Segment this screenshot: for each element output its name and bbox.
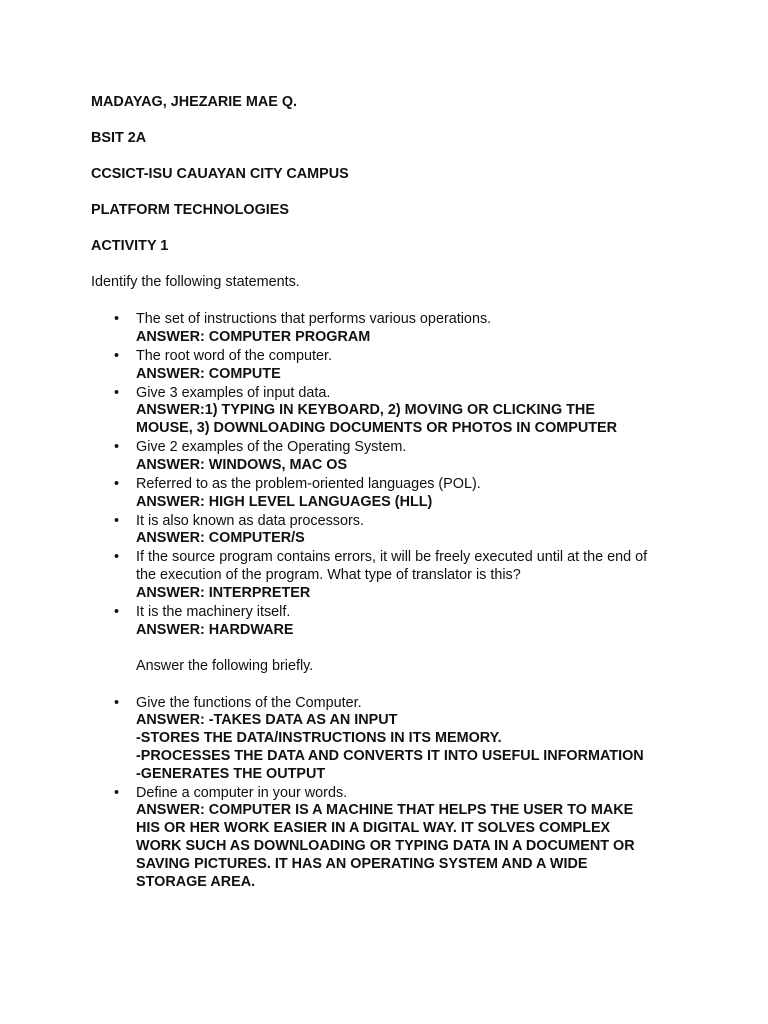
- campus-name: CCSICT-ISU CAUAYAN CITY CAMPUS: [91, 166, 349, 182]
- bullet-marker: •: [114, 476, 120, 492]
- question-text: [136, 512, 696, 530]
- answer-text: [136, 365, 696, 383]
- answer-line: ANSWER: HIGH LEVEL LANGUAGES (HLL): [136, 494, 433, 510]
- answer-line: HIS OR HER WORK EASIER IN A DIGITAL WAY. IT SOLVES COMPLEX: [136, 820, 611, 836]
- question-line: Define a computer in your words.: [136, 785, 348, 801]
- bullet-marker: •: [114, 549, 120, 565]
- answer-line: ANSWER: INTERPRETER: [136, 585, 311, 601]
- part2-instruction: Answer the following briefly.: [136, 658, 314, 674]
- answer-line: ANSWER: -TAKES DATA AS AN INPUT: [136, 712, 398, 728]
- question-text: [136, 438, 696, 456]
- answer-text: [136, 711, 696, 783]
- answer-text: [136, 456, 696, 474]
- bullet-marker: •: [114, 695, 120, 711]
- answer-text: [136, 621, 696, 639]
- subject-title: PLATFORM TECHNOLOGIES: [91, 202, 289, 218]
- part1-instruction: Identify the following statements.: [91, 274, 300, 290]
- answer-line: ANSWER: WINDOWS, MAC OS: [136, 457, 348, 473]
- answer-text: [136, 493, 696, 511]
- answer-line: ANSWER:1) TYPING IN KEYBOARD, 2) MOVING OR CLICKING THE: [136, 402, 595, 418]
- answer-line: WORK SUCH AS DOWNLOADING OR TYPING DATA IN A DOCUMENT OR: [136, 838, 635, 854]
- bullet-marker: •: [114, 513, 120, 529]
- student-section: BSIT 2A: [91, 130, 147, 146]
- question-text: [136, 475, 696, 493]
- question-line: The set of instructions that performs various operations.: [136, 311, 492, 327]
- question-line: Give 2 examples of the Operating System.: [136, 439, 407, 455]
- answer-line: ANSWER: COMPUTER/S: [136, 530, 305, 546]
- answer-text: [136, 529, 696, 547]
- question-line: Give the functions of the Computer.: [136, 695, 362, 711]
- answer-text: [136, 801, 696, 891]
- answer-line: ANSWER: COMPUTER PROGRAM: [136, 329, 371, 345]
- answer-text: [136, 401, 696, 437]
- answer-line: STORAGE AREA.: [136, 874, 256, 890]
- question-line: The root word of the computer.: [136, 348, 332, 364]
- answer-line: ANSWER: COMPUTE: [136, 366, 281, 382]
- answer-text: [136, 328, 696, 346]
- question-line: Give 3 examples of input data.: [136, 385, 331, 401]
- answer-line: ANSWER: COMPUTER IS A MACHINE THAT HELPS THE USER TO MAKE: [136, 802, 634, 818]
- question-text: [136, 310, 696, 328]
- question-text: [136, 548, 696, 584]
- answer-line: -GENERATES THE OUTPUT: [136, 766, 326, 782]
- answer-line: -PROCESSES THE DATA AND CONVERTS IT INTO USEFUL INFORMATION: [136, 748, 644, 764]
- bullet-marker: •: [114, 785, 120, 801]
- question-line: It is also known as data processors.: [136, 513, 364, 529]
- bullet-marker: •: [114, 385, 120, 401]
- answer-line: MOUSE, 3) DOWNLOADING DOCUMENTS OR PHOTOS IN COMPUTER: [136, 420, 618, 436]
- answer-line: ANSWER: HARDWARE: [136, 622, 294, 638]
- question-text: [136, 603, 696, 621]
- answer-text: [136, 584, 696, 602]
- answer-line: -STORES THE DATA/INSTRUCTIONS IN ITS MEMORY.: [136, 730, 502, 746]
- question-text: [136, 784, 696, 802]
- bullet-marker: •: [114, 604, 120, 620]
- activity-title: ACTIVITY 1: [91, 238, 169, 254]
- bullet-marker: •: [114, 311, 120, 327]
- question-line: If the source program contains errors, it will be freely executed until at the end of: [136, 549, 648, 565]
- question-text: [136, 347, 696, 365]
- question-text: [136, 384, 696, 402]
- bullet-marker: •: [114, 439, 120, 455]
- answer-line: SAVING PICTURES. IT HAS AN OPERATING SYSTEM AND A WIDE: [136, 856, 588, 872]
- question-line: It is the machinery itself.: [136, 604, 291, 620]
- student-name: MADAYAG, JHEZARIE MAE Q.: [91, 94, 298, 110]
- question-line: the execution of the program. What type of translator is this?: [136, 567, 521, 583]
- question-line: Referred to as the problem-oriented languages (POL).: [136, 476, 481, 492]
- question-text: [136, 694, 696, 712]
- bullet-marker: •: [114, 348, 120, 364]
